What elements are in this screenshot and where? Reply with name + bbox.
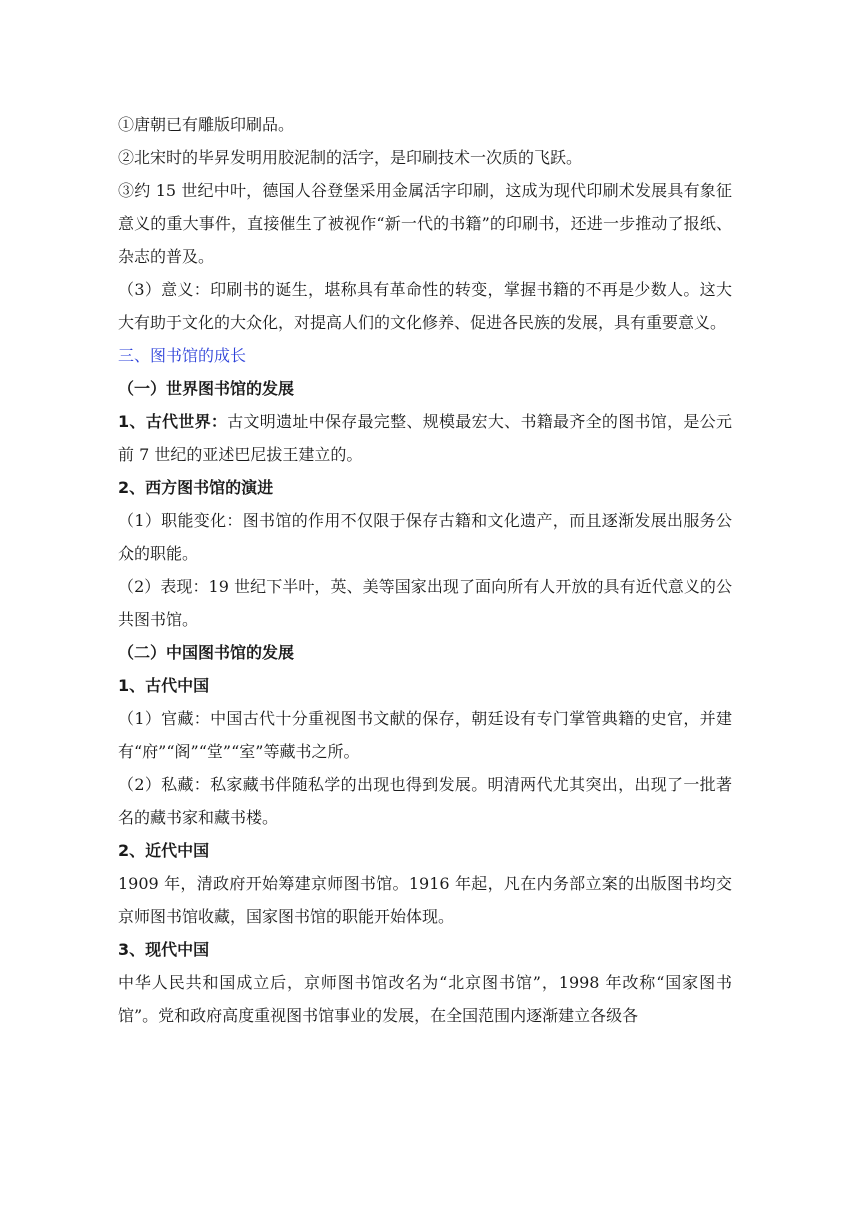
subheading-ancient-china: 1、古代中国 xyxy=(118,676,210,695)
label-ancient-world: 1、古代世界： xyxy=(118,412,228,431)
paragraph-capital-library: 1909 年，清政府开始筹建京师图书馆。1916 年起，凡在内务部立案的出版图书均交京师图书馆收藏，国家图书馆的职能开始体现。 xyxy=(118,874,732,926)
subheading-modern-china: 2、近代中国 xyxy=(118,841,210,860)
paragraph-official-collections: （1）官藏：中国古代十分重视图书文献的保存，朝廷设有专门掌管典籍的史官，并建有“府”“阁”“堂”“室”等藏书之所。 xyxy=(118,709,732,761)
document-body xyxy=(118,108,732,1032)
subheading-world-libraries: （一）世界图书馆的发展 xyxy=(118,379,295,398)
paragraph-private-collections: （2）私藏：私家藏书伴随私学的出现也得到发展。明清两代尤其突出，出现了一批著名的藏书家和藏书楼。 xyxy=(118,775,732,827)
paragraph-national-library: 中华人民共和国成立后，京师图书馆改名为“北京图书馆”，1998 年改称“国家图书馆”。党和政府高度重视图书馆事业的发展，在全国范围内逐渐建立各级各 xyxy=(118,973,732,1025)
paragraph-ancient-world xyxy=(118,405,732,471)
text-ancient-world: 古文明遗址中保存最完整、规模最宏大、书籍最齐全的图书馆，是公元前 7 世纪的亚述巴尼拔王建立的。 xyxy=(118,412,732,464)
paragraph-public-libraries: （2）表现：19 世纪下半叶，英、美等国家出现了面向所有人开放的具有近代意义的公共图书馆。 xyxy=(118,577,732,629)
paragraph-gutenberg: ③约 15 世纪中叶，德国人谷登堡采用金属活字印刷，这成为现代印刷术发展具有象征意义的重大事件，直接催生了被视作“新一代的书籍”的印刷书，还进一步推动了报纸、杂志的普及。 xyxy=(118,181,732,266)
paragraph-tang-printing: ①唐朝已有雕版印刷品。 xyxy=(118,115,295,134)
paragraph-printing-significance: （3）意义：印刷书的诞生，堪称具有革命性的转变，掌握书籍的不再是少数人。这大大有助于文化的大众化，对提高人们的文化修养、促进各民族的发展，具有重要意义。 xyxy=(118,280,732,332)
subheading-western-evolution: 2、西方图书馆的演进 xyxy=(118,478,274,497)
paragraph-function-change: （1）职能变化：图书馆的作用不仅限于保存古籍和文化遗产，而且逐渐发展出服务公众的职能。 xyxy=(118,511,732,563)
section-heading-library-growth: 三、图书馆的成长 xyxy=(118,346,247,365)
subheading-contemporary-china: 3、现代中国 xyxy=(118,940,210,959)
subheading-china-libraries: （二）中国图书馆的发展 xyxy=(118,643,295,662)
paragraph-bisheng-movable-type: ②北宋时的毕昇发明用胶泥制的活字，是印刷技术一次质的飞跃。 xyxy=(118,148,583,167)
